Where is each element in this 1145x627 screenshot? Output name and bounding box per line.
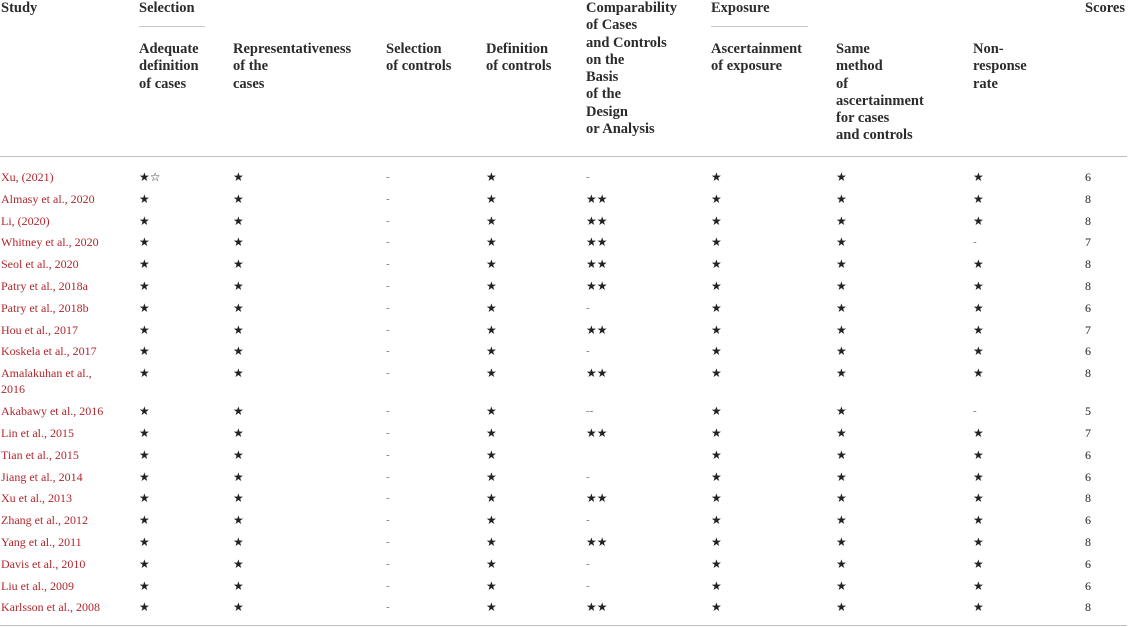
subheader-definition-of-controls: Definition of controls [486, 41, 552, 75]
cell-same-method: ★ [836, 469, 847, 484]
cell-score: 5 [1085, 404, 1091, 419]
study-name: Yang et al., 2011 [1, 535, 82, 549]
cell-adequate: ★ [139, 513, 150, 528]
cell-same-method: ★ [836, 426, 847, 440]
subheader-representativeness: Representativeness of the cases [233, 41, 352, 92]
cell-representativeness: ★ [233, 279, 244, 293]
cell-adequate: ★ [139, 300, 150, 315]
cell-same-method: ★ [836, 344, 847, 359]
table-row [0, 169, 1145, 190]
cell-definition-controls: ★ [486, 322, 497, 337]
cell-score: 6 [1085, 513, 1091, 528]
cell-selection-controls: - [386, 427, 390, 439]
cell-definition-controls: ★ [486, 513, 497, 528]
cell-same-method: ★ [836, 535, 847, 549]
cell-comparability: - [586, 579, 590, 592]
cell-same-method: ★ [836, 235, 847, 250]
table-row [0, 578, 1145, 599]
cell-ascertainment: ★ [711, 235, 722, 250]
cell-representativeness: ★ [233, 535, 244, 549]
cell-nonresponse: ★ [973, 556, 984, 571]
cell-adequate: ★ [139, 191, 150, 206]
table-row [0, 213, 1145, 234]
cell-selection-controls: - [386, 345, 390, 358]
cell-comparability: - [586, 514, 590, 527]
cell-selection-controls: - [386, 192, 390, 205]
cell-representativeness: ★ [233, 235, 244, 250]
cell-adequate: ★ [139, 366, 150, 381]
cell-selection-controls: - [386, 258, 390, 271]
cell-adequate: ★ [139, 535, 150, 549]
cell-comparability: - [586, 301, 590, 314]
cell-comparability: ★★ [586, 213, 608, 228]
header-exposure: Exposure [711, 0, 770, 16]
table-row [0, 322, 1145, 343]
table-row [0, 343, 1145, 364]
cell-definition-controls: ★ [486, 426, 497, 440]
cell-ascertainment: ★ [711, 170, 722, 184]
cell-adequate: ★ [139, 322, 150, 337]
cell-nonresponse: ★ [973, 535, 984, 549]
cell-definition-controls: ★ [486, 366, 497, 381]
cell-selection-controls: - [386, 601, 390, 614]
cell-adequate: ★ [139, 600, 150, 615]
cell-ascertainment: ★ [711, 300, 722, 315]
cell-representativeness: ★ [233, 366, 244, 381]
cell-definition-controls: ★ [486, 469, 497, 484]
cell-comparability: ★★ [586, 491, 608, 506]
cell-comparability: ★★ [586, 279, 608, 293]
cell-selection-controls: - [386, 536, 390, 548]
cell-comparability: ★★ [586, 426, 608, 440]
cell-score: 8 [1085, 213, 1091, 228]
cell-score: 8 [1085, 191, 1091, 206]
cell-adequate: ★ [139, 447, 150, 462]
cell-definition-controls: ★ [486, 257, 497, 272]
cell-ascertainment: ★ [711, 404, 722, 419]
cell-score: 7 [1085, 426, 1091, 440]
cell-definition-controls: ★ [486, 279, 497, 293]
cell-score: 6 [1085, 300, 1091, 315]
cell-definition-controls: ★ [486, 213, 497, 228]
table-row [0, 447, 1145, 468]
table-row [0, 256, 1145, 277]
subheader-ascertainment-of-exposure: Ascertainment of exposure [711, 41, 803, 75]
cell-representativeness: ★ [233, 322, 244, 337]
table-row [0, 490, 1145, 511]
table-row [0, 234, 1145, 255]
study-name: Seol et al., 2020 [1, 257, 79, 272]
cell-definition-controls: ★ [486, 535, 497, 549]
study-name: Xu, (2021) [1, 170, 54, 184]
table-row [0, 278, 1145, 299]
cell-nonresponse: - [973, 236, 977, 249]
cell-representativeness: ★ [233, 556, 244, 571]
cell-score: 6 [1085, 578, 1091, 593]
cell-comparability: - [586, 171, 590, 183]
cell-score: 8 [1085, 279, 1091, 293]
cell-definition-controls: ★ [486, 191, 497, 206]
cell-ascertainment: ★ [711, 447, 722, 462]
cell-nonresponse: ★ [973, 578, 984, 593]
cell-same-method: ★ [836, 578, 847, 593]
study-name: Liu et al., 2009 [1, 578, 74, 593]
cell-comparability: ★★ [586, 257, 608, 272]
cell-nonresponse: ★ [973, 344, 984, 359]
cell-representativeness: ★ [233, 344, 244, 359]
cell-ascertainment: ★ [711, 578, 722, 593]
study-name: Koskela et al., 2017 [1, 344, 97, 359]
cell-nonresponse: ★ [973, 600, 984, 615]
table-row [0, 403, 1145, 424]
cell-nonresponse: ★ [973, 213, 984, 228]
cell-nonresponse: ★ [973, 426, 984, 440]
cell-same-method: ★ [836, 491, 847, 506]
cell-nonresponse: ★ [973, 366, 984, 381]
cell-representativeness: ★ [233, 170, 244, 184]
cell-score: 8 [1085, 600, 1091, 615]
cell-definition-controls: ★ [486, 170, 497, 184]
cell-definition-controls: ★ [486, 447, 497, 462]
cell-representativeness: ★ [233, 404, 244, 419]
study-name: Li, (2020) [1, 213, 50, 228]
study-name: Davis et al., 2010 [1, 556, 86, 571]
cell-ascertainment: ★ [711, 600, 722, 615]
cell-same-method: ★ [836, 300, 847, 315]
cell-comparability: - [586, 345, 590, 358]
cell-nonresponse: ★ [973, 469, 984, 484]
cell-score: 6 [1085, 556, 1091, 571]
cell-selection-controls: - [386, 579, 390, 592]
cell-same-method: ★ [836, 279, 847, 293]
cell-same-method: ★ [836, 213, 847, 228]
cell-selection-controls: - [386, 214, 390, 227]
table-row [0, 425, 1145, 446]
cell-definition-controls: ★ [486, 578, 497, 593]
cell-selection-controls: - [386, 323, 390, 336]
cell-adequate: ★ [139, 404, 150, 419]
cell-adequate: ★ [139, 469, 150, 484]
cell-adequate: ★ [139, 257, 150, 272]
table-row [0, 534, 1145, 555]
cell-nonresponse: ★ [973, 491, 984, 506]
cell-ascertainment: ★ [711, 535, 722, 549]
table-row [0, 469, 1145, 490]
cell-ascertainment: ★ [711, 469, 722, 484]
cell-definition-controls: ★ [486, 344, 497, 359]
cell-nonresponse: ★ [973, 191, 984, 206]
cell-selection-controls: - [386, 301, 390, 314]
header-study: Study [1, 0, 38, 16]
cell-selection-controls: - [386, 557, 390, 570]
cell-ascertainment: ★ [711, 344, 722, 359]
cell-score: 7 [1085, 235, 1091, 250]
study-name: Akabawy et al., 2016 [1, 404, 104, 419]
cell-nonresponse: ★ [973, 257, 984, 272]
cell-adequate: ★ [139, 235, 150, 250]
subheader-adequate-definition: Adequate definition of cases [139, 41, 199, 92]
cell-representativeness: ★ [233, 191, 244, 206]
cell-selection-controls: - [386, 171, 390, 183]
cell-nonresponse: ★ [973, 322, 984, 337]
cell-same-method: ★ [836, 600, 847, 615]
header-bottom-rule [0, 156, 1127, 157]
study-name: Amalakuhan et al., 2016 [1, 366, 92, 397]
cell-representativeness: ★ [233, 578, 244, 593]
cell-comparability: ★★ [586, 322, 608, 337]
cell-ascertainment: ★ [711, 491, 722, 506]
cell-nonresponse: ★ [973, 170, 984, 184]
cell-selection-controls: - [386, 448, 390, 461]
cell-definition-controls: ★ [486, 300, 497, 315]
subheader-selection-of-controls: Selection of controls [386, 41, 452, 75]
cell-comparability: ★★ [586, 600, 608, 615]
cell-comparability: - [586, 470, 590, 483]
cell-representativeness: ★ [233, 600, 244, 615]
cell-representativeness: ★ [233, 513, 244, 528]
cell-ascertainment: ★ [711, 322, 722, 337]
cell-adequate: ★ [139, 426, 150, 440]
cell-ascertainment: ★ [711, 279, 722, 293]
cell-adequate: ★ [139, 213, 150, 228]
cell-selection-controls: - [386, 236, 390, 249]
cell-score: 8 [1085, 535, 1091, 549]
study-name: Tian et al., 2015 [1, 447, 79, 462]
cell-definition-controls: ★ [486, 235, 497, 250]
study-name: Jiang et al., 2014 [1, 469, 83, 484]
cell-score: 6 [1085, 344, 1091, 359]
cell-ascertainment: ★ [711, 366, 722, 381]
study-name: Whitney et al., 2020 [1, 235, 99, 250]
header-comparability: Comparability of Cases and Controls on the Basis of the Design or Analysis [586, 0, 678, 138]
cell-ascertainment: ★ [711, 257, 722, 272]
table-row [0, 365, 1145, 403]
study-name: Lin et al., 2015 [1, 426, 74, 440]
table-row [0, 512, 1145, 533]
cell-same-method: ★ [836, 447, 847, 462]
cell-nonresponse: - [973, 405, 977, 418]
cell-definition-controls: ★ [486, 556, 497, 571]
cell-ascertainment: ★ [711, 213, 722, 228]
cell-nonresponse: ★ [973, 279, 984, 293]
exposure-group-rule [711, 26, 808, 27]
header-scores: Scores [1085, 0, 1126, 16]
cell-representativeness: ★ [233, 213, 244, 228]
cell-ascertainment: ★ [711, 556, 722, 571]
cell-representativeness: ★ [233, 300, 244, 315]
table-row [0, 300, 1145, 321]
cell-adequate: ★☆ [139, 170, 161, 184]
cell-ascertainment: ★ [711, 426, 722, 440]
cell-comparability: ★★ [586, 366, 608, 381]
cell-adequate: ★ [139, 344, 150, 359]
cell-representativeness: ★ [233, 426, 244, 440]
cell-definition-controls: ★ [486, 491, 497, 506]
cell-representativeness: ★ [233, 491, 244, 506]
cell-adequate: ★ [139, 279, 150, 293]
cell-ascertainment: ★ [711, 513, 722, 528]
cell-representativeness: ★ [233, 257, 244, 272]
cell-selection-controls: - [386, 470, 390, 483]
table-row [0, 556, 1145, 577]
table-row [0, 191, 1145, 212]
selection-group-rule [139, 26, 205, 27]
study-name: Patry et al., 2018a [1, 279, 88, 293]
cell-score: 6 [1085, 469, 1091, 484]
cell-selection-controls: - [386, 405, 390, 418]
subheader-nonresponse-rate: Non- response rate [973, 41, 1027, 92]
cell-representativeness: ★ [233, 469, 244, 484]
cell-score: 8 [1085, 257, 1091, 272]
cell-same-method: ★ [836, 322, 847, 337]
cell-comparability: ★★ [586, 235, 608, 250]
study-name: Xu et al., 2013 [1, 491, 72, 506]
subheader-same-method: Same method of ascertainment for cases and controls [836, 41, 924, 144]
study-name: Patry et al., 2018b [1, 300, 89, 315]
study-name: Hou et al., 2017 [1, 322, 78, 337]
cell-definition-controls: ★ [486, 600, 497, 615]
cell-score: 6 [1085, 447, 1091, 462]
cell-same-method: ★ [836, 556, 847, 571]
cell-comparability: ★★ [586, 191, 608, 206]
cell-ascertainment: ★ [711, 191, 722, 206]
cell-representativeness: ★ [233, 447, 244, 462]
cell-definition-controls: ★ [486, 404, 497, 419]
cell-adequate: ★ [139, 556, 150, 571]
cell-score: 7 [1085, 322, 1091, 337]
cell-same-method: ★ [836, 191, 847, 206]
cell-score: 8 [1085, 491, 1091, 506]
cell-same-method: ★ [836, 513, 847, 528]
cell-same-method: ★ [836, 404, 847, 419]
study-name: Karlsson et al., 2008 [1, 600, 100, 615]
cell-same-method: ★ [836, 170, 847, 184]
table-bottom-rule [0, 625, 1127, 626]
header-selection: Selection [139, 0, 195, 16]
study-name: Almasy et al., 2020 [1, 191, 95, 206]
cell-comparability: - [586, 557, 590, 570]
cell-score: 8 [1085, 366, 1091, 381]
cell-comparability: ★★ [586, 535, 608, 549]
cell-comparability: -- [586, 405, 594, 418]
cell-selection-controls: - [386, 492, 390, 505]
study-name: Zhang et al., 2012 [1, 513, 88, 528]
cell-selection-controls: - [386, 280, 390, 292]
cell-same-method: ★ [836, 257, 847, 272]
cell-selection-controls: - [386, 367, 390, 380]
cell-nonresponse: ★ [973, 300, 984, 315]
cell-same-method: ★ [836, 366, 847, 381]
cell-score: 6 [1085, 170, 1091, 184]
cell-adequate: ★ [139, 491, 150, 506]
cell-selection-controls: - [386, 514, 390, 527]
cell-nonresponse: ★ [973, 447, 984, 462]
cell-adequate: ★ [139, 578, 150, 593]
table-row [0, 599, 1145, 620]
cell-nonresponse: ★ [973, 513, 984, 528]
